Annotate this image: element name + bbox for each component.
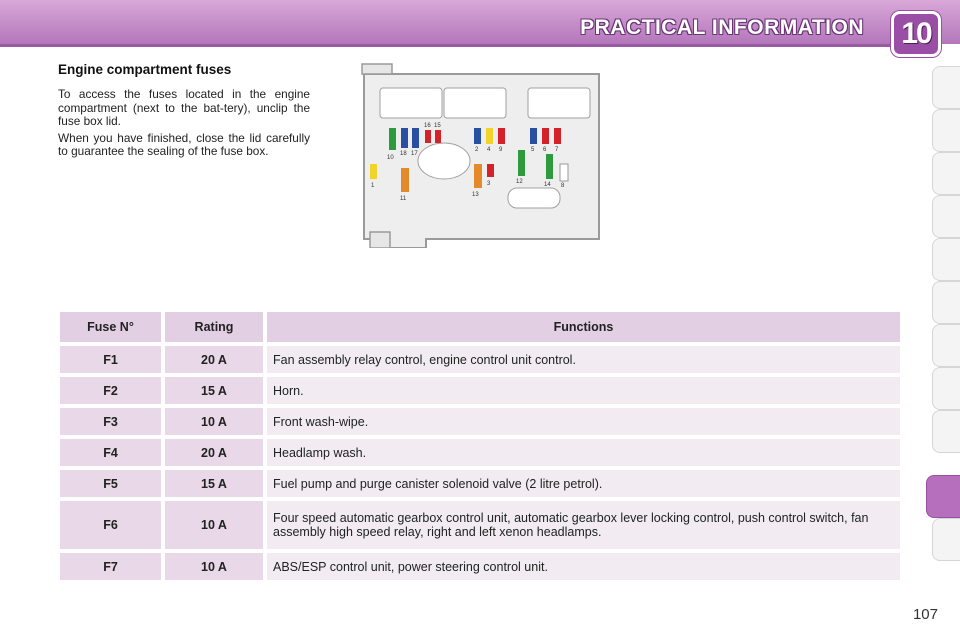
column-header-rating: Rating [165, 312, 263, 342]
fuse-function: Horn. [267, 377, 900, 404]
fuse-number: F7 [60, 553, 161, 580]
fuse-7 [554, 128, 561, 144]
intro-text [58, 88, 310, 162]
fuse-rating: 20 A [165, 346, 263, 373]
table-row [60, 439, 900, 466]
fuse-3 [487, 164, 494, 177]
fuse-label: 9 [499, 147, 503, 153]
chapter-tab[interactable] [932, 367, 960, 410]
fuse-box-clip [370, 232, 390, 248]
chapter-tab[interactable] [932, 152, 960, 195]
fuse-box-diagram [356, 62, 606, 248]
relay-slot [380, 88, 442, 118]
fuse-label: 17 [411, 151, 418, 157]
fuse-label: 11 [400, 196, 407, 202]
fuse-number: F3 [60, 408, 161, 435]
fuse-11 [401, 168, 409, 192]
fuse-10 [389, 128, 396, 150]
fuse-13 [474, 164, 482, 188]
fuse-function: Four speed automatic gearbox control unit, automatic gearbox lever locking control, push control switch, fan assembly high speed relay, right and left xenon headlamps. [267, 501, 900, 549]
fuse-17 [412, 128, 419, 148]
fuse-12 [518, 150, 525, 176]
fuse-label: 18 [400, 151, 407, 157]
cable-opening [508, 188, 560, 208]
fuse-1 [370, 164, 377, 179]
fuse-number: F4 [60, 439, 161, 466]
chapter-tab[interactable] [932, 195, 960, 238]
chapter-tab[interactable] [932, 109, 960, 152]
fuse-rating: 15 A [165, 470, 263, 497]
fuse-label: 13 [472, 192, 479, 198]
chapter-tab[interactable] [932, 410, 960, 453]
fuse-number: F5 [60, 470, 161, 497]
fuse-5 [530, 128, 537, 144]
column-header-fuse: Fuse N° [60, 312, 161, 342]
fuse-function: Front wash-wipe. [267, 408, 900, 435]
fuse-function: Fan assembly relay control, engine control unit control. [267, 346, 900, 373]
chapter-badge [894, 14, 938, 54]
fuse-label: 15 [434, 123, 441, 129]
fuse-label: 7 [555, 147, 559, 153]
fuse-function: Headlamp wash. [267, 439, 900, 466]
fuse-9 [498, 128, 505, 144]
intro-paragraph: When you have finished, close the lid carefully to guarantee the sealing of the fuse box. [58, 130, 310, 158]
fuse-rating: 20 A [165, 439, 263, 466]
chapter-tab[interactable] [932, 518, 960, 561]
fuse-label: 4 [487, 147, 491, 153]
chapter-tab[interactable] [932, 281, 960, 324]
fuse-label: 16 [424, 123, 431, 129]
fuse-label: 10 [387, 155, 394, 161]
fuse-rating: 10 A [165, 408, 263, 435]
fuse-function: ABS/ESP control unit, power steering control unit. [267, 553, 900, 580]
intro-paragraph: To access the fuses located in the engine compartment (next to the bat-tery), unclip the fuse box lid. [58, 87, 310, 128]
fuse-label: 2 [475, 147, 479, 153]
fuse-table [56, 308, 904, 584]
fuse-label: 6 [543, 147, 547, 153]
chapter-tab[interactable] [932, 66, 960, 109]
fuse-8 [560, 164, 568, 181]
section-title: Engine compartment fuses [58, 62, 232, 77]
fuse-rating: 10 A [165, 501, 263, 549]
fuse-14 [546, 154, 553, 179]
fuse-6 [542, 128, 549, 144]
page-title: PRACTICAL INFORMATION [580, 16, 864, 39]
fuse-rating: 10 A [165, 553, 263, 580]
fuse-number: F1 [60, 346, 161, 373]
table-row [60, 470, 900, 497]
table-row [60, 553, 900, 580]
fuse-label: 3 [487, 181, 491, 187]
table-header-row [60, 312, 900, 342]
page-number: 107 [912, 606, 938, 623]
fuse-16 [425, 130, 431, 143]
cable-opening [418, 143, 470, 179]
chapter-tab[interactable] [932, 238, 960, 281]
table-row [60, 377, 900, 404]
table-row [60, 501, 900, 549]
chapter-number: 10 [901, 17, 931, 50]
fuse-number: F2 [60, 377, 161, 404]
fuse-2 [474, 128, 481, 144]
chapter-tabs [930, 66, 960, 576]
chapter-tab-active[interactable] [926, 475, 960, 518]
fuse-4 [486, 128, 493, 144]
fuse-rating: 15 A [165, 377, 263, 404]
table-row [60, 346, 900, 373]
fuse-label: 5 [531, 147, 535, 153]
column-header-functions: Functions [267, 312, 900, 342]
fuse-18 [401, 128, 408, 148]
chapter-tab[interactable] [932, 324, 960, 367]
fuse-label: 12 [516, 179, 523, 185]
fuse-function: Fuel pump and purge canister solenoid valve (2 litre petrol). [267, 470, 900, 497]
fuse-box-clip [362, 64, 392, 74]
fuse-15 [435, 130, 441, 143]
relay-slot [528, 88, 590, 118]
table-row [60, 408, 900, 435]
fuse-label: 8 [561, 183, 565, 189]
relay-slot [444, 88, 506, 118]
fuse-label: 14 [544, 182, 551, 188]
fuse-label: 1 [371, 183, 375, 189]
fuse-number: F6 [60, 501, 161, 549]
